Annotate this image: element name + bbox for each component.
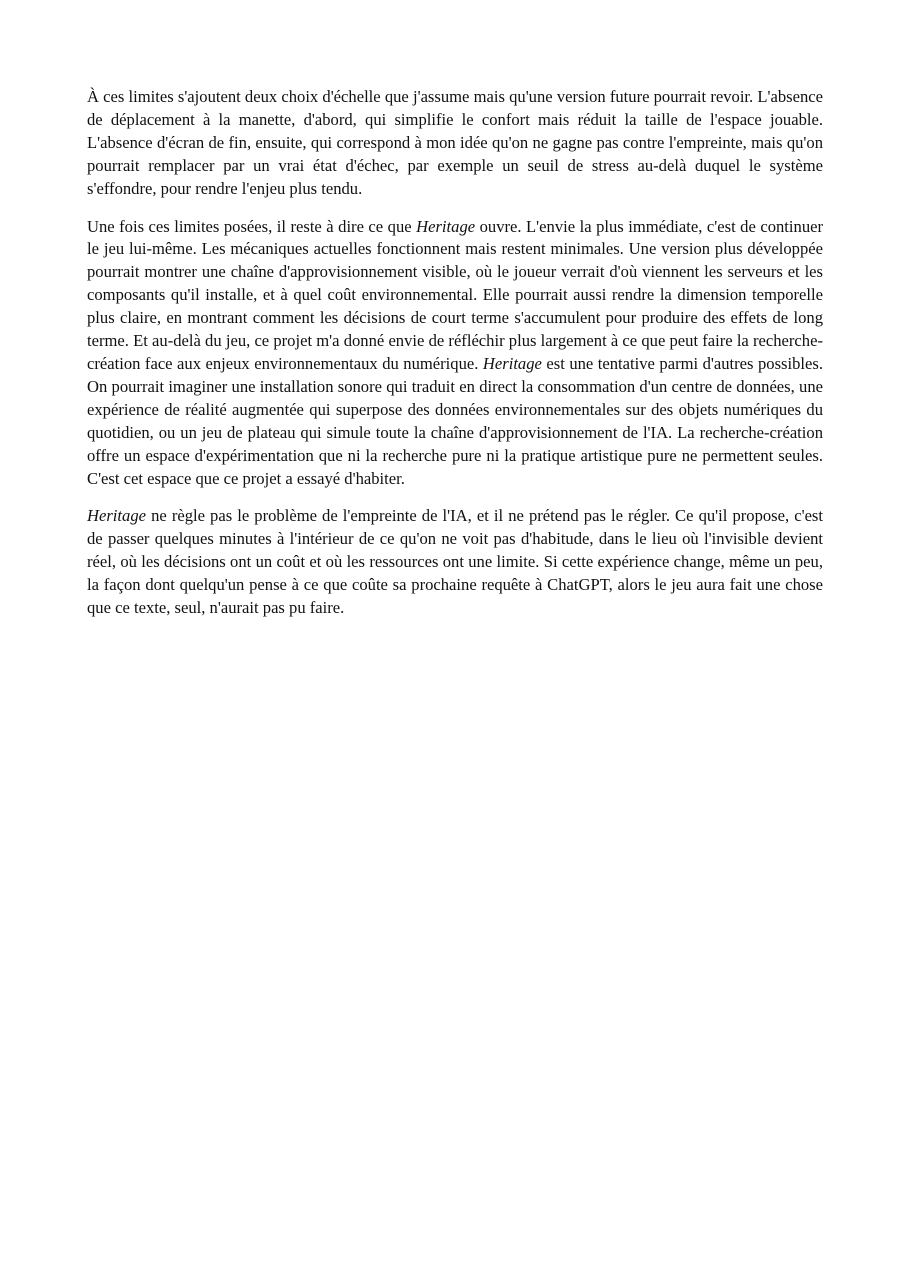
text-segment: Une fois ces limites posées, il reste à dire ce que <box>87 216 417 236</box>
text-segment: À ces limites s'ajoutent deux choix d'échelle que j'assume mais qu'une version future pourrait revoir. L'absence de déplacement à la manette, d'abord, qui simplifie le confort mais réduit la taille de l'espace jouable. L'absence d'écran de fin, ensuite, qui correspond à mon idée qu'on ne gagne pas contre l'empreinte, mais qu'on pourrait remplacer par un vrai état d'échec, par exemple un seuil de stress au-delà duquel le système s'effondre, pour rendre l'enjeu plus tendu. <box>87 87 823 198</box>
text-segment: est une tentative parmi d'autres possibles. On pourrait imaginer une installation sonore qui traduit en direct la consommation d'un centre de données, une expérience de réalité augmentée qui superpose des données environnementales sur des objets numériques du quotidien, ou un jeu de plateau qui simule toute la chaîne d'approvisionnement de l'IA. La recherche-création offre un espace d'expérimentation que ni la recherche pure ni la pratique artistique pure ne permettent seules. C'est cet espace que ce projet a essayé d'habiter. <box>87 353 823 488</box>
game-title-italic: Heritage <box>482 353 542 373</box>
document-page <box>87 86 823 620</box>
paragraph-limits <box>87 86 823 201</box>
game-title-italic: Heritage <box>416 216 476 236</box>
game-title-italic: Heritage <box>87 506 146 526</box>
text-segment: ne règle pas le problème de l'empreinte de l'IA, et il ne prétend pas le régler. Ce qu'il propose, c'est de passer quelques minutes à l'intérieur de ce qu'on ne voit pas d'habitude, dans le lieu où l'invisible devient réel, où les décisions ont un coût et où les ressources ont une limite. Si cette expérience change, même un peu, la façon dont quelqu'un pense à ce que coûte sa prochaine requête à ChatGPT, alors le jeu aura fait une chose que ce texte, seul, n'aurait pas pu faire. <box>87 506 823 618</box>
paragraph-conclusion <box>87 505 823 620</box>
paragraph-openings <box>87 216 823 491</box>
text-segment: ouvre. L'envie la plus immédiate, c'est de continuer le jeu lui-même. Les mécaniques actuelles fonctionnent mais restent minimales. Une version plus développée pourrait montrer une chaîne d'approvisionnement visible, où le joueur verrait d'où viennent les serveurs et les composants qu'il installe, et à quel coût environnemental. Elle pourrait aussi rendre la dimension temporelle plus claire, en montrant comment les décisions de court terme s'accumulent pour produire des effets de long terme. Et au-delà du jeu, ce projet m'a donné envie de réfléchir plus largement à ce que peut faire la recherche-création face aux enjeux environnementaux du numérique. <box>87 216 824 373</box>
